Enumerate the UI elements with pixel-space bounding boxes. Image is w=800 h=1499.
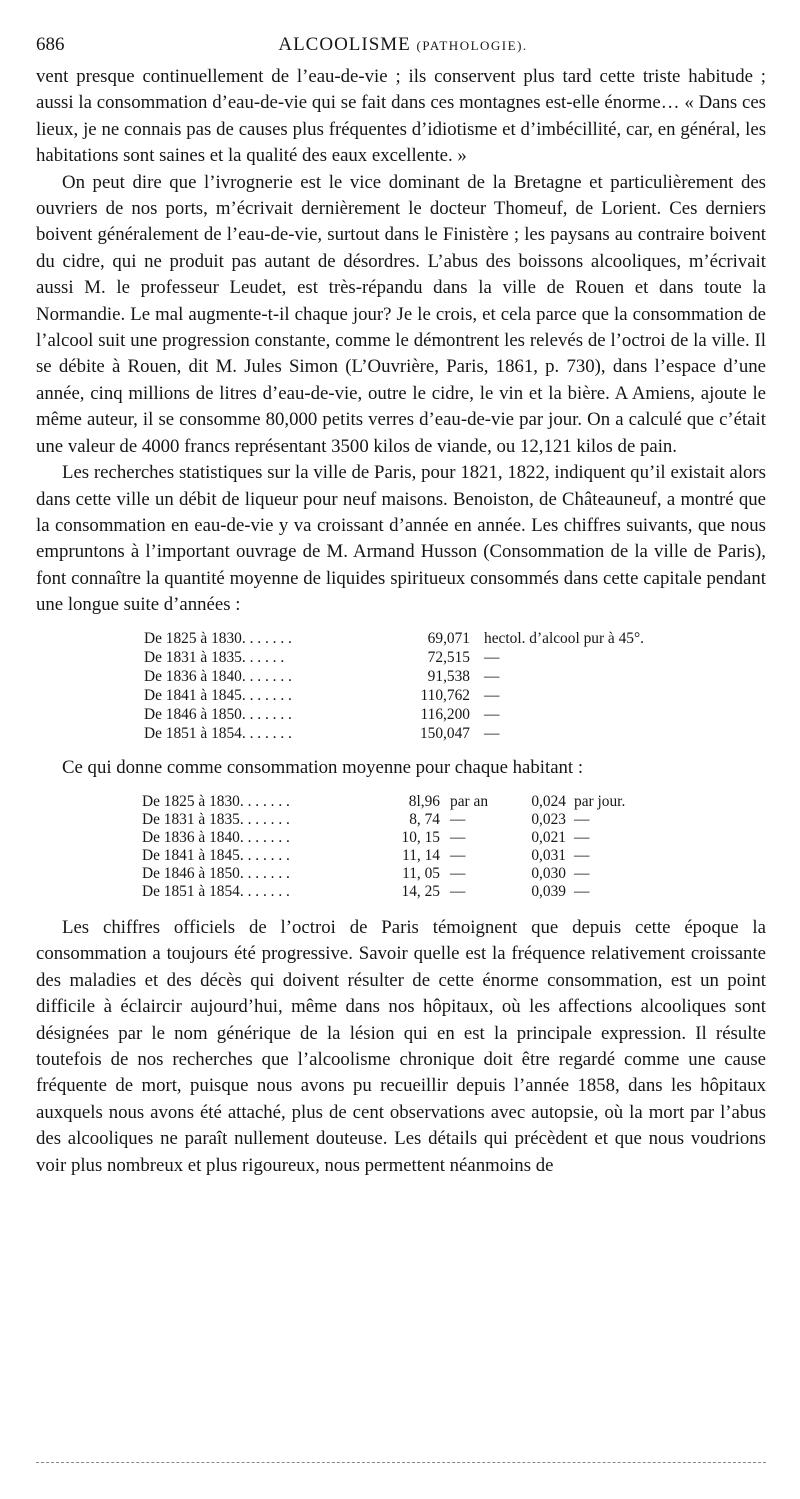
table-cell-value: 91,538 xyxy=(427,667,470,685)
page-header xyxy=(36,34,770,56)
table-row xyxy=(144,686,644,705)
paragraph: Les chiffres officiels de l’octroi de Paris témoignent que depuis cette époque la consommation a toujours été progressive. Savoir quelle est la fréquence relativement croissante des maladies et des décès qui doivent résulter de cette énorme consommation, est un point difficile à éclaircir aujourd’hui, même dans nos hôpitaux, où les affections alcooliques sont désignées par le nom générique de la lésion qui en est la principale expression. Il résulte toutefois de nos recherches que l’alcoolisme chronique doit être regardé comme une cause fréquente de mort, puisque nous avons pu recueillir depuis l’année 1858, dans les hôpitaux auxquels nous avons été attaché, plus de cent observations avec autopsie, où la mort par l’abus des alcooliques ne paraît nullement douteuse. Les détails qui précèdent et que nous voudrions voir plus nombreux et plus rigoureux, nous permettent néanmoins de xyxy=(36,916,766,1176)
table-cell-period: De 1836 à 1840. . . . . . . xyxy=(144,667,292,685)
paragraph: Ce qui donne comme consommation moyenne pour chaque habitant : xyxy=(62,756,584,778)
table-cell-period: De 1831 à 1835. . . . . . . xyxy=(142,810,290,828)
table-row xyxy=(144,724,644,743)
table-cell-value: 110,762 xyxy=(420,686,470,704)
table-cell-annual-unit: — xyxy=(450,846,466,864)
table-cell-value: 69,071 xyxy=(427,629,470,647)
table-cell-annual-unit: — xyxy=(450,864,466,882)
table-cell-annual-unit: — xyxy=(450,882,466,900)
table-cell-daily: 0,021 xyxy=(531,828,566,846)
table-row xyxy=(144,705,644,724)
table-cell-value: 150,047 xyxy=(419,724,470,742)
paragraph: vent presque continuellement de l’eau-de-vie ; ils conservent plus tard cette triste habitude ; aussi la consommation d’eau-de-vie qui se fait dans ces montagnes est-elle énorme… « Dans ces lieux, je ne connais pas de causes plus fréquentes d’idiotisme et d’imbécillité, car, en général, les habitations sont saines et la qualité des eaux excellente. » xyxy=(36,66,766,167)
table-cell-annual: 11, 14 xyxy=(402,846,440,864)
table-cell-annual: 8, 74 xyxy=(409,810,440,828)
table-cell-unit: hectol. d’alcool pur à 45°. xyxy=(484,629,645,647)
table-cell-annual: 14, 25 xyxy=(401,882,440,900)
table-cell-daily-unit: — xyxy=(574,828,590,846)
table-row xyxy=(144,667,644,686)
running-title-sub: (PATHOLOGIE). xyxy=(416,38,528,53)
table-cell-daily: 0,031 xyxy=(531,846,566,864)
paragraph: On peut dire que l’ivrognerie est le vice dominant de la Bretagne et particulièrement des ouvriers de nos ports, m’écrivait dernièrement le docteur Thomeuf, de Lorient. Ces derniers boivent généralement de l’eau-de-vie, surtout dans le Finistère ; les paysans au contraire boivent du cidre, qui ne produit pas autant de désordres. L’abus des boissons alcooliques, m’écrivait aussi M. le professeur Leudet, est très-répandu dans la ville de Rouen et dans toute la Normandie. Le mal augmente-t-il chaque jour? Je le crois, et cela parce que la consommation de l’alcool suit une progression constante, comme le démontrent les relevés de l’octroi de la ville. Il se débite à Rouen, dit M. Jules Simon (L’Ouvrière, Paris, 1861, p. 730), dans l’espace d’une année, cinq millions de litres d’eau-de-vie, outre le cidre, le vin et la bière. A Amiens, ajoute le même auteur, il se consomme 80,000 petits verres d’eau-de-vie par jour. On a calculé que c’était une valeur de 4000 francs représentant 3500 kilos de viande, ou 12,121 kilos de pain. xyxy=(36,171,766,457)
table-cell-annual-unit: par an xyxy=(450,792,489,810)
running-title-main: ALCOOLISME xyxy=(278,34,411,55)
page-number: 686 xyxy=(36,34,65,55)
per-capita-table xyxy=(142,793,625,901)
running-title xyxy=(36,34,770,56)
table-row xyxy=(144,648,644,667)
page-body xyxy=(36,64,766,1179)
table-cell-period: De 1825 à 1830. . . . . . . xyxy=(142,792,290,810)
table-cell-value: 116,200 xyxy=(420,705,470,723)
table-row xyxy=(142,847,625,865)
table-cell-daily: 0,030 xyxy=(531,864,566,882)
table-cell-period: De 1836 à 1840. . . . . . . xyxy=(142,828,290,846)
table-cell-unit: — xyxy=(484,648,500,666)
table-cell-period: De 1825 à 1830. . . . . . . xyxy=(144,629,292,647)
table-cell-daily: 0,023 xyxy=(531,810,566,828)
table-cell-unit: — xyxy=(484,724,500,742)
table-row xyxy=(142,865,625,883)
table-cell-unit: — xyxy=(484,667,500,685)
table-cell-daily-unit: — xyxy=(574,882,590,900)
table-cell-annual-unit: — xyxy=(450,828,466,846)
table-cell-daily: 0,039 xyxy=(531,882,566,900)
table-cell-period: De 1846 à 1850. . . . . . . xyxy=(142,864,290,882)
table-cell-daily-unit: — xyxy=(574,864,590,882)
table-cell-unit: — xyxy=(484,686,500,704)
table-cell-period: De 1851 à 1854. . . . . . . xyxy=(142,882,290,900)
table-row xyxy=(142,829,625,847)
table-cell-daily-unit: — xyxy=(574,810,590,828)
consumption-table xyxy=(144,629,644,743)
table-cell-daily-unit: — xyxy=(574,846,590,864)
table-cell-annual: 11, 05 xyxy=(402,864,440,882)
paragraph: Les recherches statistiques sur la ville de Paris, pour 1821, 1822, indiquent qu’il existait alors dans cette ville un débit de liqueur pour neuf maisons. Benoiston, de Châteauneuf, a montré que la consommation en eau-de-vie y va croissant d’année en année. Les chiffres suivants, que nous empruntons à l’important ouvrage de M. Armand Husson (Consommation de la ville de Paris), font connaître la quantité moyenne de liquides spiritueux consommés dans cette capitale pendant une longue suite d’années : xyxy=(36,462,766,616)
table-cell-annual: 8l,96 xyxy=(408,792,440,810)
table-row xyxy=(142,811,625,829)
table-cell-unit: — xyxy=(484,705,500,723)
footer-rule xyxy=(36,1462,766,1463)
table-cell-annual: 10, 15 xyxy=(401,828,440,846)
table-cell-value: 72,515 xyxy=(427,648,470,666)
table-cell-daily: 0,024 xyxy=(531,792,566,810)
table-cell-period: De 1851 à 1854. . . . . . . xyxy=(144,724,292,742)
table-cell-period: De 1841 à 1845. . . . . . . xyxy=(144,686,292,704)
table-row xyxy=(142,793,625,811)
table-row xyxy=(142,883,625,901)
table-cell-period: De 1831 à 1835. . . . . . xyxy=(144,648,285,666)
table-cell-annual-unit: — xyxy=(450,810,466,828)
table-cell-period: De 1841 à 1845. . . . . . . xyxy=(142,846,290,864)
table-cell-period: De 1846 à 1850. . . . . . . xyxy=(144,705,292,723)
table-cell-daily-unit: par jour. xyxy=(574,792,626,810)
table-row xyxy=(144,629,644,648)
